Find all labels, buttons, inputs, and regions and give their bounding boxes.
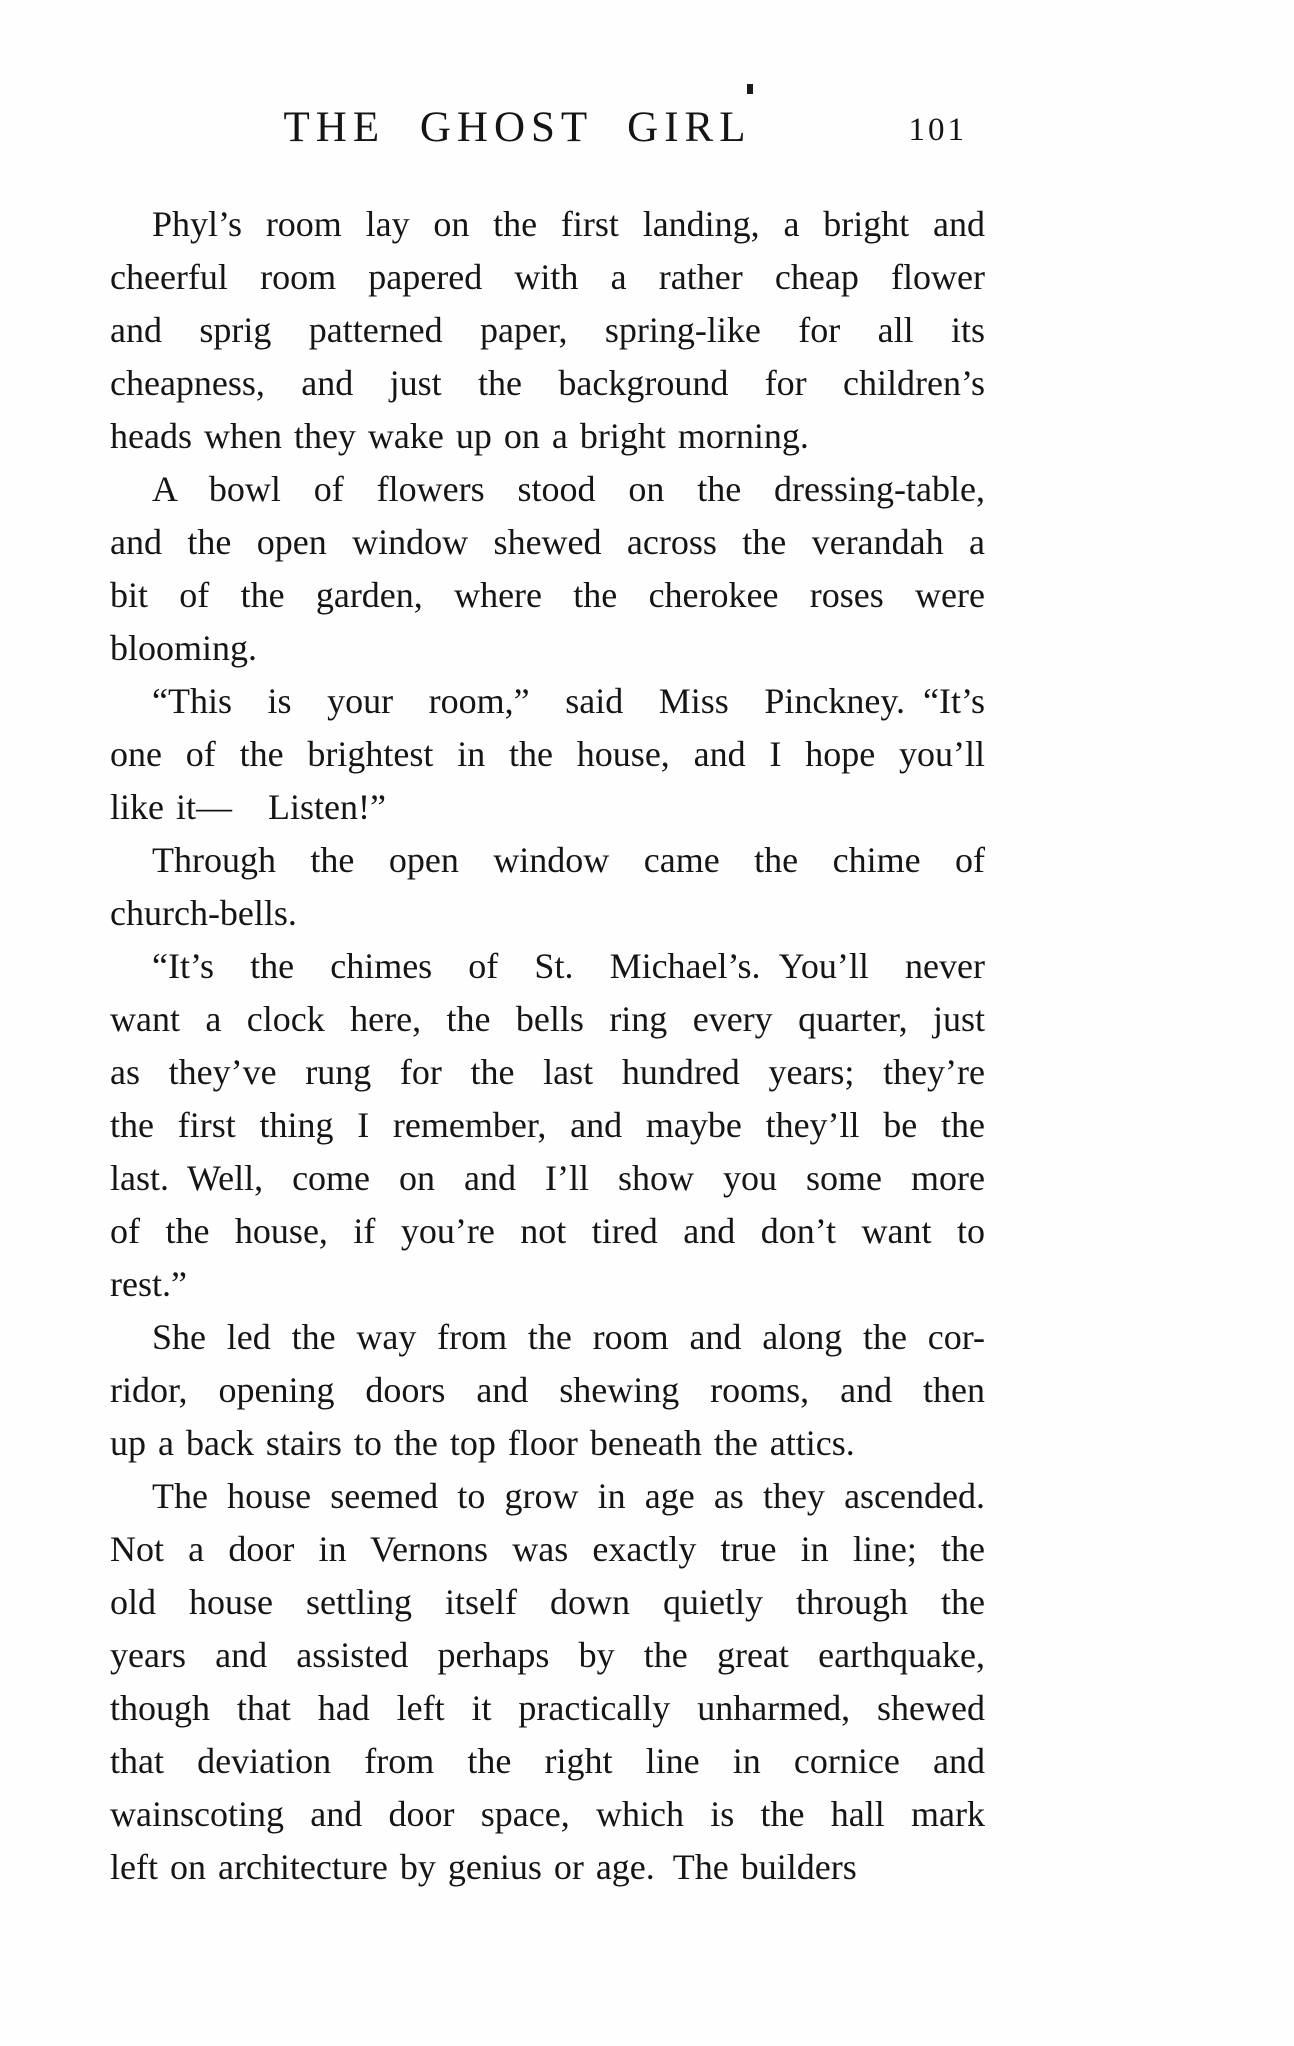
text-line: blooming. — [110, 628, 258, 668]
scan-speck — [747, 84, 753, 94]
text-line: “It’s the chimes of St. Michael’s. You’ll never — [152, 946, 985, 986]
text-line: and sprig patterned paper, spring-like for all its — [110, 310, 985, 350]
text-line: bit of the garden, where the cherokee roses were — [110, 575, 985, 615]
text-line: rest.” — [110, 1264, 187, 1304]
body-text — [110, 198, 985, 1894]
paragraph — [110, 675, 985, 834]
text-line: last. Well, come on and I’ll show you some more — [110, 1158, 985, 1198]
text-line: Phyl’s room lay on the first landing, a bright and — [152, 204, 985, 244]
paragraph — [110, 1311, 985, 1470]
paragraph — [110, 940, 985, 1311]
text-line: church-bells. — [110, 893, 297, 933]
text-line: left on architecture by genius or age. The builders — [110, 1847, 857, 1887]
page-number: 101 — [908, 112, 967, 148]
text-line: of the house, if you’re not tired and don’t want to — [110, 1211, 985, 1251]
text-line: like it— Listen!” — [110, 787, 386, 827]
text-line: ridor, opening doors and shewing rooms, and then — [110, 1370, 985, 1410]
text-line: up a back stairs to the top floor beneath the attics. — [110, 1423, 855, 1463]
paragraph — [110, 834, 985, 940]
text-line: the first thing I remember, and maybe they’ll be the — [110, 1105, 985, 1145]
text-line: Not a door in Vernons was exactly true in line; the — [110, 1529, 985, 1569]
text-line: Through the open window came the chime of — [152, 840, 985, 880]
text-line: She led the way from the room and along the cor- — [152, 1317, 985, 1357]
paragraph — [110, 463, 985, 675]
text-line: though that had left it practically unharmed, shewed — [110, 1688, 985, 1728]
text-line: cheerful room papered with a rather cheap flower — [110, 257, 985, 297]
text-line: heads when they wake up on a bright morning. — [110, 416, 809, 456]
text-line: one of the brightest in the house, and I hope you’ll — [110, 734, 985, 774]
running-header — [110, 98, 985, 164]
text-line: as they’ve rung for the last hundred years; they’re — [110, 1052, 985, 1092]
paragraph — [110, 1470, 985, 1894]
text-line: and the open window shewed across the verandah a — [110, 522, 985, 562]
text-line: wainscoting and door space, which is the hall mark — [110, 1794, 985, 1834]
text-line: A bowl of flowers stood on the dressing-table, — [152, 469, 985, 509]
text-line: that deviation from the right line in cornice and — [110, 1741, 985, 1781]
text-line: cheapness, and just the background for children’s — [110, 363, 985, 403]
text-line: The house seemed to grow in age as they ascended. — [152, 1476, 985, 1516]
text-line: old house settling itself down quietly through the — [110, 1582, 985, 1622]
text-line: want a clock here, the bells ring every quarter, just — [110, 999, 985, 1039]
paragraph — [110, 198, 985, 463]
text-line: years and assisted perhaps by the great earthquake, — [110, 1635, 985, 1675]
page-title: THE GHOST GIRL — [283, 104, 752, 151]
text-line: “This is your room,” said Miss Pinckney. “It’s — [152, 681, 985, 721]
